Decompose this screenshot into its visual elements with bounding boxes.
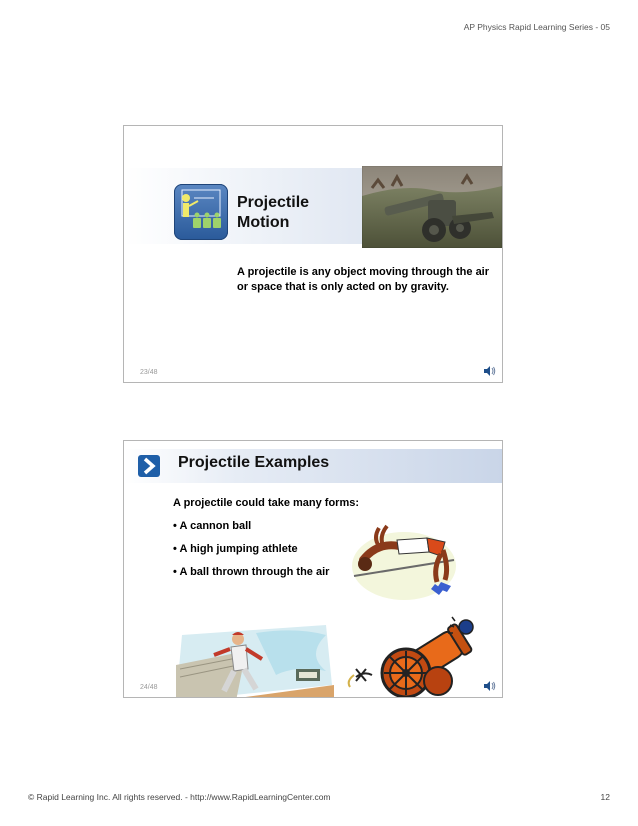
slide-23 <box>123 125 503 383</box>
slide-title: Projectile Examples <box>178 454 330 471</box>
chevron-right-icon <box>138 455 160 477</box>
teacher-board-icon <box>174 184 228 240</box>
slide-number: 23/48 <box>140 369 158 376</box>
series-header: AP Physics Rapid Learning Series - 05 <box>463 22 610 32</box>
slide-24 <box>123 440 503 698</box>
examples-list <box>173 520 329 589</box>
slide-number: 24/48 <box>140 684 158 691</box>
title-line-1: Projectile <box>237 194 310 211</box>
cannon-photo <box>362 166 502 248</box>
page-number: 12 <box>600 792 610 802</box>
slide-title <box>237 193 347 233</box>
copyright-footer: © Rapid Learning Inc. All rights reserved. - http://www.RapidLearningCenter.com <box>28 792 331 802</box>
list-item: • A ball thrown through the air <box>173 566 330 578</box>
baseball-pitcher-clipart <box>176 625 334 698</box>
intro-text: A projectile could take many forms: <box>173 497 360 509</box>
speaker-icon[interactable] <box>482 679 496 693</box>
cannon-clipart <box>346 611 486 698</box>
speaker-icon[interactable] <box>482 364 496 378</box>
list-item: • A high jumping athlete <box>173 543 298 555</box>
definition-text: A projectile is any object moving through the air or space that is only acted on by gravity. <box>237 266 490 293</box>
title-line-2: Motion <box>237 214 290 231</box>
list-item: • A cannon ball <box>173 520 252 532</box>
high-jumper-clipart <box>349 516 459 601</box>
